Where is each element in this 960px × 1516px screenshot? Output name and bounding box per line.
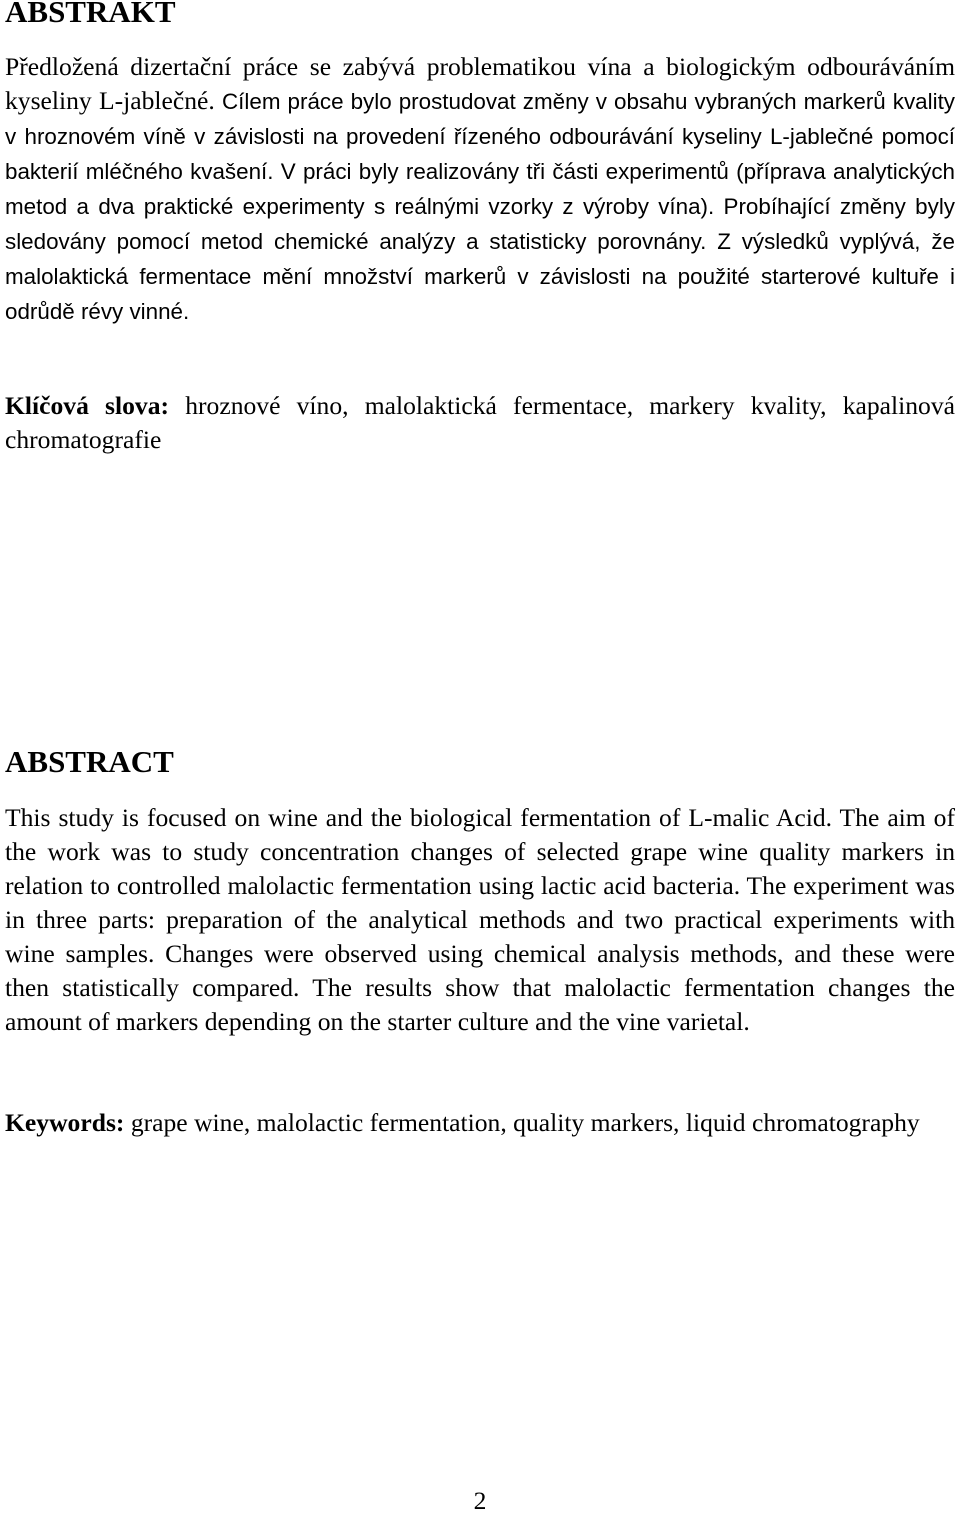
czech-keywords-text: hroznové víno, malolaktická fermentace, markery kvality, kapalinová chromatografie (5, 391, 955, 454)
czech-abstract-heading: ABSTRAKT (5, 0, 176, 29)
english-keywords-label: Keywords: (5, 1108, 125, 1137)
czech-keywords-label: Klíčová slova: (5, 391, 170, 420)
english-keywords (5, 1106, 955, 1140)
page-number: 2 (473, 1486, 487, 1515)
czech-abstract-body-sans-part: Cílem práce bylo prostudovat změny v obsahu vybraných markerů kvality v hroznovém víně v závislosti na provedení řízeného odbourávání kyseliny L-jablečné pomocí bakterií mléčného kvašení. V práci byly realizovány tři části experimentů (příprava analytických metod a dva praktické experimenty s reálnými vzorky z výroby vína). Probíhající změny byly sledovány pomocí metod chemické analýzy a statisticky porovnány. Z výsledků vyplývá, že malolaktická fermentace mění množství markerů v závislosti na použité starterové kultuře i odrůdě révy vinné. (5, 89, 956, 324)
document-page (5, 0, 955, 1513)
english-abstract-body: This study is focused on wine and the biological fermentation of L-malic Acid. The aim of the work was to study concentration changes of selected grape wine quality markers in relation to controlled malolactic fermentation using lactic acid bacteria. The experiment was in three parts: preparation of the analytical methods and two practical experiments with wine samples. Changes were observed using chemical analysis methods, and these were then statistically compared. The results show that malolactic fermentation changes the amount of markers depending on the starter culture and the vine varietal. (5, 803, 955, 1036)
english-keywords-text: grape wine, malolactic fermentation, quality markers, liquid chromatography (130, 1108, 920, 1137)
czech-abstract-body (5, 50, 955, 329)
english-abstract-heading: ABSTRACT (5, 744, 174, 779)
czech-abstract-body-serif-part: Předložená dizertační práce se zabývá problematikou vína a biologickým odbouráváním kyseliny L-jablečné. (5, 52, 955, 115)
czech-keywords (5, 389, 955, 457)
